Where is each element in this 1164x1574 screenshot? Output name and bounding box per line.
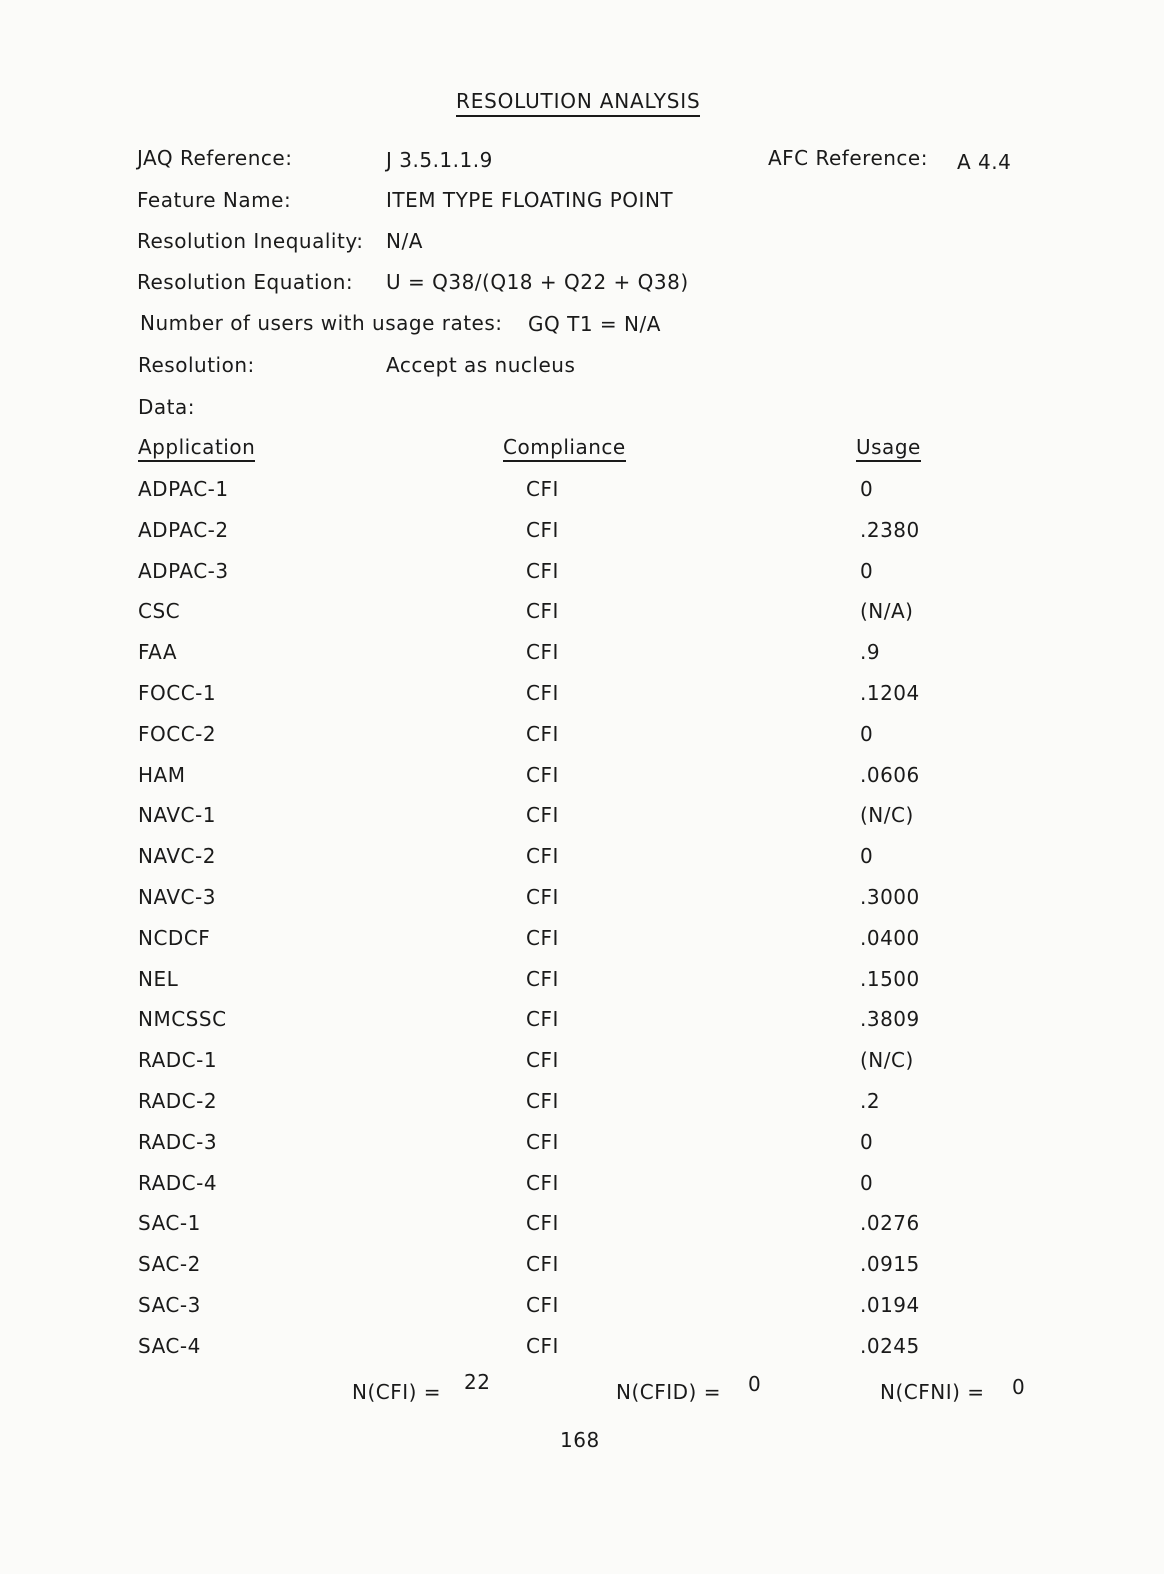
feature-name-label: Feature Name: (137, 188, 292, 212)
usage-cell: 0 (860, 1171, 874, 1195)
application-cell: NAVC-1 (138, 803, 216, 827)
compliance-cell: CFI (526, 640, 559, 664)
compliance-cell: CFI (526, 1130, 559, 1154)
compliance-cell: CFI (526, 1171, 559, 1195)
resolution-equation-label: Resolution Equation: (137, 270, 354, 294)
jaq-reference-value: J 3.5.1.1.9 (386, 148, 493, 172)
usage-cell: (N/A) (860, 599, 914, 623)
usage-cell: (N/C) (860, 803, 914, 827)
usage-cell: .0194 (860, 1293, 920, 1317)
page-number: 168 (560, 1428, 600, 1452)
jaq-reference-label: JAQ Reference: (137, 146, 293, 170)
resolution-equation-value: U = Q38/(Q18 + Q22 + Q38) (386, 270, 689, 294)
application-cell: SAC-1 (138, 1211, 201, 1235)
usage-cell: .0606 (860, 763, 920, 787)
usage-cell: .9 (860, 640, 881, 664)
usage-cell: .0400 (860, 926, 920, 950)
application-cell: FAA (138, 640, 178, 664)
total-cfi-label: N(CFI) = (352, 1380, 442, 1404)
application-cell: NCDCF (138, 926, 211, 950)
application-cell: HAM (138, 763, 186, 787)
application-cell: NAVC-3 (138, 885, 216, 909)
application-cell: FOCC-1 (138, 681, 217, 705)
afc-reference-label: AFC Reference: (768, 146, 928, 170)
column-header-usage: Usage (856, 435, 921, 462)
compliance-cell: CFI (526, 1007, 559, 1031)
application-cell: ADPAC-1 (138, 477, 229, 501)
compliance-cell: CFI (526, 763, 559, 787)
compliance-cell: CFI (526, 477, 559, 501)
compliance-cell: CFI (526, 599, 559, 623)
application-cell: SAC-2 (138, 1252, 201, 1276)
usage-cell: 0 (860, 722, 874, 746)
compliance-cell: CFI (526, 926, 559, 950)
usage-cell: 0 (860, 1130, 874, 1154)
compliance-cell: CFI (526, 1089, 559, 1113)
application-cell: RADC-1 (138, 1048, 218, 1072)
compliance-cell: CFI (526, 518, 559, 542)
compliance-cell: CFI (526, 1334, 559, 1358)
resolution-inequality-value: N/A (386, 229, 423, 253)
resolution-inequality-label: Resolution Inequality: (137, 229, 364, 253)
total-cfi-value: 22 (464, 1370, 491, 1394)
usage-cell: .2 (860, 1089, 881, 1113)
compliance-cell: CFI (526, 1293, 559, 1317)
feature-name-value: ITEM TYPE FLOATING POINT (386, 188, 674, 212)
application-cell: CSC (138, 599, 181, 623)
usage-cell: 0 (860, 844, 874, 868)
compliance-cell: CFI (526, 722, 559, 746)
data-label: Data: (138, 395, 195, 419)
usage-cell: .0915 (860, 1252, 920, 1276)
compliance-cell: CFI (526, 1252, 559, 1276)
total-cfid-label: N(CFID) = (616, 1380, 721, 1404)
afc-reference-value: A 4.4 (957, 150, 1012, 174)
application-cell: NMCSSC (138, 1007, 227, 1031)
application-cell: NEL (138, 967, 179, 991)
usage-cell: .3000 (860, 885, 920, 909)
application-cell: NAVC-2 (138, 844, 216, 868)
resolution-value: Accept as nucleus (386, 353, 576, 377)
application-cell: FOCC-2 (138, 722, 217, 746)
page-title: RESOLUTION ANALYSIS (456, 89, 700, 117)
application-cell: SAC-3 (138, 1293, 201, 1317)
resolution-label: Resolution: (138, 353, 255, 377)
usage-cell: .3809 (860, 1007, 920, 1031)
usage-cell: 0 (860, 477, 874, 501)
application-cell: SAC-4 (138, 1334, 201, 1358)
usage-cell: 0 (860, 559, 874, 583)
total-cfni-value: 0 (1012, 1375, 1026, 1399)
compliance-cell: CFI (526, 885, 559, 909)
total-cfid-value: 0 (748, 1372, 762, 1396)
application-cell: RADC-2 (138, 1089, 218, 1113)
usage-cell: .1500 (860, 967, 920, 991)
usage-rates-value: GQ T1 = N/A (528, 312, 661, 336)
column-header-application: Application (138, 435, 255, 462)
compliance-cell: CFI (526, 844, 559, 868)
usage-cell: .0276 (860, 1211, 920, 1235)
usage-cell: (N/C) (860, 1048, 914, 1072)
column-header-compliance: Compliance (503, 435, 626, 462)
compliance-cell: CFI (526, 681, 559, 705)
application-cell: ADPAC-3 (138, 559, 229, 583)
usage-cell: .1204 (860, 681, 920, 705)
total-cfni-label: N(CFNI) = (880, 1380, 985, 1404)
application-cell: ADPAC-2 (138, 518, 229, 542)
compliance-cell: CFI (526, 1048, 559, 1072)
application-cell: RADC-3 (138, 1130, 218, 1154)
usage-cell: .2380 (860, 518, 920, 542)
compliance-cell: CFI (526, 1211, 559, 1235)
application-cell: RADC-4 (138, 1171, 218, 1195)
usage-rates-label: Number of users with usage rates: (140, 311, 503, 335)
compliance-cell: CFI (526, 559, 559, 583)
usage-cell: .0245 (860, 1334, 920, 1358)
compliance-cell: CFI (526, 803, 559, 827)
compliance-cell: CFI (526, 967, 559, 991)
